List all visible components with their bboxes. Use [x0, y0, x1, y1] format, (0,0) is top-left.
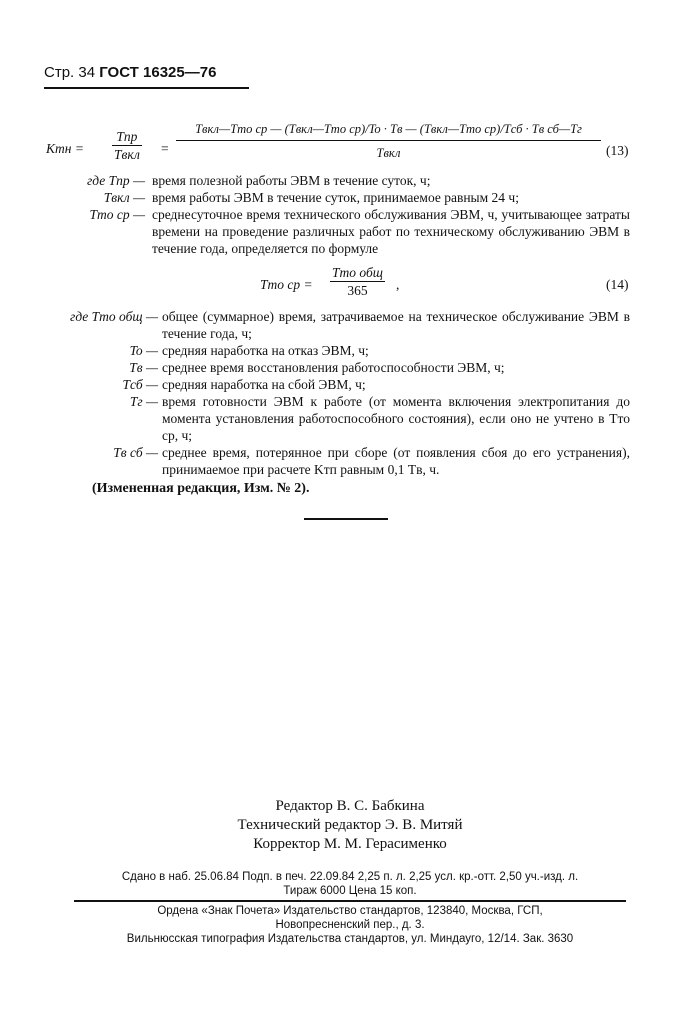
- formula-13-big-den: Tвкл: [376, 146, 401, 160]
- formula-14-comma: ,: [396, 277, 400, 292]
- credit-editor: Редактор В. С. Бабкина: [275, 798, 425, 814]
- def-symbol: Tг —: [129, 394, 158, 409]
- def-text: время полезной работы ЭВМ в течение суток, ч;: [152, 173, 431, 188]
- formula-14-den: 365: [347, 283, 368, 298]
- standard-number: ГОСТ 16325—76: [99, 64, 217, 81]
- def-text: общее (суммарное) время, затрачиваемое на техническое обслуживание ЭВМ в течение года, ч;: [162, 309, 630, 341]
- def-text: среднее время, потерянное при сборе (от появления сбоя до его устранения), принимаемое при расчете Kтп равным 0,1 Tв, ч.: [162, 445, 630, 477]
- imprint-line: Ордена «Знак Почета» Издательство стандартов, 123840, Москва, ГСП,: [157, 905, 543, 917]
- section-divider: [304, 518, 388, 520]
- def-symbol: Tв —: [129, 360, 158, 375]
- credit-tech-editor: Технический редактор Э. В. Митяй: [237, 817, 463, 833]
- credit-corrector: Корректор М. М. Герасименко: [253, 836, 447, 852]
- formula-13-big-num: Tвкл—Tто ср — (Tвкл—Tто ср)/To · Tв — (Tвкл—Tто ср)/Tсб · Tв сб—Tг: [176, 117, 601, 141]
- formula-13-big-fraction: [176, 117, 601, 162]
- imprint-line: Сдано в наб. 25.06.84 Подп. в печ. 22.09.84 2,25 п. л. 2,25 усл. кр.-отт. 2,50 уч.-изд. л.: [121, 871, 579, 883]
- def-text: средняя наработка на сбой ЭВМ, ч;: [162, 377, 366, 392]
- imprint-line: Вильнюсская типография Издательства стандартов, ул. Миндауго, 12/14. Зак. 3630: [126, 933, 574, 945]
- formula-14-lhs: Tто ср =: [260, 277, 313, 292]
- imprint-line: Тираж 6000 Цена 15 коп.: [283, 885, 417, 897]
- formula-14-fraction: [330, 264, 385, 299]
- def-text: время готовности ЭВМ к работе (от момента включения электропитания до момента установления работоспособного состояния), если оно не учтено в Tто ср, ч;: [162, 394, 630, 443]
- formula-13-frac-den: Tвкл: [114, 147, 140, 162]
- def-symbol: где Tто общ —: [70, 309, 158, 324]
- formula-13-frac-num: Tпр: [112, 128, 142, 146]
- def-text: время работы ЭВМ в течение суток, принимаемое равным 24 ч;: [152, 190, 519, 205]
- formula-14-num: Tто общ: [332, 265, 383, 280]
- def-symbol: Tвкл —: [103, 190, 145, 205]
- def-text: среднее время восстановления работоспособности ЭВМ, ч;: [162, 360, 505, 375]
- imprint-line: Новопресненский пер., д. 3.: [275, 919, 425, 931]
- formula-13-lhs: Kтн =: [46, 141, 84, 156]
- page-number: Стр. 34: [44, 64, 96, 81]
- def-text: средняя наработка на отказ ЭВМ, ч;: [162, 343, 369, 358]
- def-text: среднесуточное время технического обслуживания ЭВМ, ч, учитывающее затраты времени на проведение различных работ по техническому обслуживанию ЭВМ в течение года, определяется по формуле: [152, 207, 630, 256]
- imprint-rule: [74, 900, 626, 902]
- def-symbol: To —: [129, 343, 158, 358]
- header-rule: [44, 87, 249, 89]
- def-symbol: Tсб —: [122, 377, 158, 392]
- formula-14-number: (14): [606, 277, 629, 292]
- page-header: [44, 64, 216, 81]
- formula-13-small-fraction: [112, 128, 142, 163]
- def-symbol: Tто ср —: [89, 207, 145, 222]
- formula-13-number: (13): [606, 143, 629, 158]
- def-symbol: где Tпр —: [86, 173, 145, 188]
- formula-13-eq: =: [161, 141, 169, 156]
- amendment-note: (Измененная редакция, Изм. № 2).: [92, 481, 310, 496]
- def-symbol: Tв сб —: [113, 445, 158, 460]
